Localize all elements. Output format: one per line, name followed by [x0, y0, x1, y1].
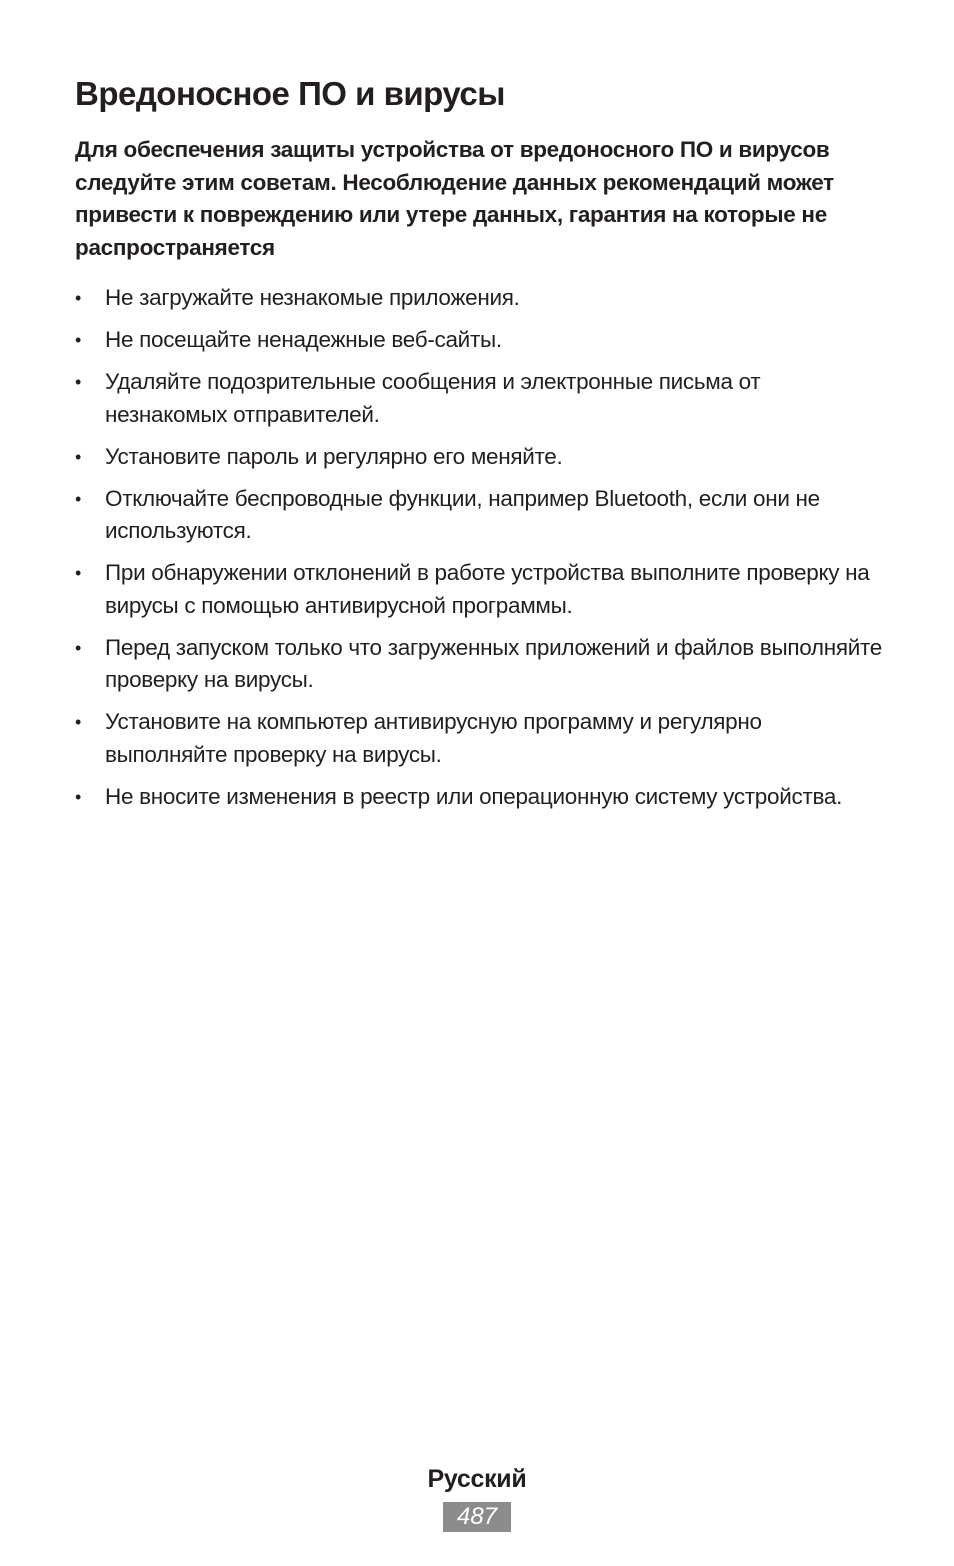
list-item [75, 632, 885, 697]
list-item-text: Перед запуском только что загруженных приложений и файлов выполняйте проверку на вирусы. [105, 634, 882, 692]
page-footer [0, 1462, 954, 1532]
bullet-icon: • [75, 563, 82, 583]
list-item-text: Отключайте беспроводные функции, например Bluetooth, если они не используются. [105, 485, 820, 543]
list-item-text: При обнаружении отклонений в работе устройства выполните проверку на вирусы с помощью антивирусной программы. [105, 560, 870, 618]
list-item [75, 282, 885, 315]
list-item [75, 781, 885, 814]
list-item [75, 483, 885, 548]
section-lead-paragraph: Для обеспечения защиты устройства от вредоносного ПО и вирусов следуйте этим советам. Несоблюдение данных рекомендаций может привести к повреждению или утере данных, гарантия на которые не распространяется [75, 137, 834, 260]
list-item [75, 706, 885, 771]
bullet-icon: • [75, 488, 82, 509]
list-item-text: Не посещайте ненадежные веб-сайты. [105, 327, 502, 352]
list-item [75, 366, 885, 431]
list-item-text: Удаляйте подозрительные сообщения и электронные письма от незнакомых отправителей. [105, 369, 761, 427]
footer-language-label: Русский [427, 1465, 527, 1493]
list-item-text: Не загружайте незнакомые приложения. [105, 285, 520, 310]
list-item [75, 557, 885, 622]
section-title: Вредоносное ПО и вирусы [75, 75, 505, 112]
list-item-text: Установите пароль и регулярно его меняйте. [105, 443, 563, 469]
bullet-icon: • [75, 637, 82, 658]
bullet-icon: • [75, 330, 82, 350]
bullet-icon: • [75, 372, 82, 392]
bullet-icon: • [75, 786, 82, 807]
list-item-text: Не вносите изменения в реестр или операционную систему устройства. [105, 783, 843, 809]
bullet-icon: • [75, 446, 82, 467]
list-item [75, 324, 885, 357]
page-number-badge: 487 [443, 1502, 511, 1532]
list-item-text: Установите на компьютер антивирусную программу и регулярно выполняйте проверку на вирусы. [105, 709, 762, 767]
bullet-icon: • [75, 288, 82, 308]
bullet-icon: • [75, 712, 82, 732]
tips-list [75, 282, 885, 813]
list-item [75, 441, 885, 474]
page-content [75, 72, 885, 823]
